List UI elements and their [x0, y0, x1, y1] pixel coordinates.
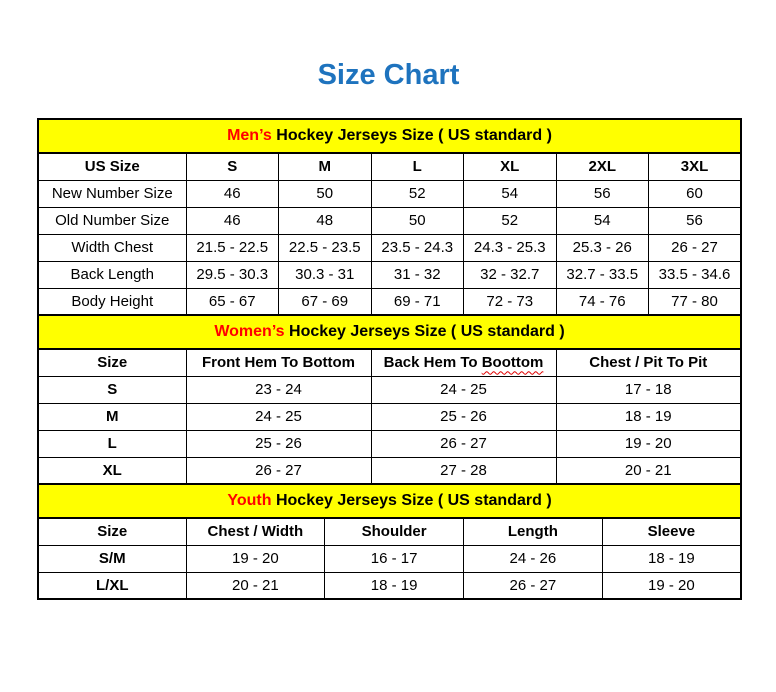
- size-cell: 56: [556, 180, 649, 207]
- womens-section-header: Women’s Hockey Jerseys Size ( US standard ): [38, 315, 741, 349]
- row-label: Body Height: [38, 288, 186, 315]
- row-label: Back Length: [38, 261, 186, 288]
- size-cell: 25 - 26: [186, 430, 371, 457]
- table-row: [38, 545, 741, 572]
- size-cell: 46: [186, 207, 279, 234]
- size-cell: 27 - 28: [371, 457, 556, 484]
- row-label: L/XL: [38, 572, 186, 599]
- column-header: Sleeve: [602, 518, 741, 545]
- size-cell: 60: [649, 180, 742, 207]
- size-cell: 67 - 69: [279, 288, 372, 315]
- size-cell: 50: [279, 180, 372, 207]
- row-label: XL: [38, 457, 186, 484]
- size-cell: 74 - 76: [556, 288, 649, 315]
- size-cell: 31 - 32: [371, 261, 464, 288]
- page-title: Size Chart: [317, 59, 460, 91]
- column-header-row: [38, 518, 741, 545]
- size-cell: 30.3 - 31: [279, 261, 372, 288]
- size-cell: 26 - 27: [186, 457, 371, 484]
- size-cell: 18 - 19: [556, 403, 741, 430]
- size-cell: 48: [279, 207, 372, 234]
- size-cell: 16 - 17: [325, 545, 464, 572]
- size-cell: 32.7 - 33.5: [556, 261, 649, 288]
- table-row: [38, 430, 741, 457]
- size-cell: 46: [186, 180, 279, 207]
- size-cell: 19 - 20: [556, 430, 741, 457]
- row-label: Width Chest: [38, 234, 186, 261]
- size-cell: 26 - 27: [464, 572, 603, 599]
- size-cell: 26 - 27: [649, 234, 742, 261]
- size-cell: 22.5 - 23.5: [279, 234, 372, 261]
- size-cell: 54: [556, 207, 649, 234]
- section-band-row: [38, 484, 741, 518]
- column-header-row: [38, 349, 741, 376]
- column-header: 3XL: [649, 153, 742, 180]
- size-cell: 24 - 26: [464, 545, 603, 572]
- mens-section-header: Men’s Hockey Jerseys Size ( US standard ): [38, 119, 741, 153]
- misspelled-word: Boottom: [481, 354, 544, 372]
- row-label: M: [38, 403, 186, 430]
- column-header: Front Hem To Bottom: [186, 349, 371, 376]
- size-cell: 25.3 - 26: [556, 234, 649, 261]
- size-cell: 54: [464, 180, 557, 207]
- table-row: [38, 572, 741, 599]
- size-cell: 19 - 20: [602, 572, 741, 599]
- size-cell: 72 - 73: [464, 288, 557, 315]
- size-cell: 18 - 19: [602, 545, 741, 572]
- size-cell: 24.3 - 25.3: [464, 234, 557, 261]
- size-cell: 18 - 19: [325, 572, 464, 599]
- column-header: Shoulder: [325, 518, 464, 545]
- table-row: [38, 403, 741, 430]
- row-label: Old Number Size: [38, 207, 186, 234]
- table-row: [38, 234, 741, 261]
- column-header: Size: [38, 518, 186, 545]
- section-band-row: [38, 119, 741, 153]
- size-cell: 26 - 27: [371, 430, 556, 457]
- size-cell: 24 - 25: [371, 376, 556, 403]
- column-header-row: [38, 153, 741, 180]
- table-row: [38, 207, 741, 234]
- size-cell: 17 - 18: [556, 376, 741, 403]
- size-cell: 29.5 - 30.3: [186, 261, 279, 288]
- row-label: S: [38, 376, 186, 403]
- column-header: L: [371, 153, 464, 180]
- size-cell: 24 - 25: [186, 403, 371, 430]
- table-row: [38, 261, 741, 288]
- size-cell: 23 - 24: [186, 376, 371, 403]
- size-cell: 19 - 20: [186, 545, 325, 572]
- size-cell: 21.5 - 22.5: [186, 234, 279, 261]
- column-header: Chest / Pit To Pit: [556, 349, 741, 376]
- size-cell: 20 - 21: [186, 572, 325, 599]
- row-label: S/M: [38, 545, 186, 572]
- table-row: [38, 288, 741, 315]
- size-cell: 52: [464, 207, 557, 234]
- column-header: S: [186, 153, 279, 180]
- size-cell: 69 - 71: [371, 288, 464, 315]
- row-label: L: [38, 430, 186, 457]
- column-header: XL: [464, 153, 557, 180]
- table-row: [38, 376, 741, 403]
- size-cell: 65 - 67: [186, 288, 279, 315]
- column-header: Size: [38, 349, 186, 376]
- size-cell: 32 - 32.7: [464, 261, 557, 288]
- column-header: US Size: [38, 153, 186, 180]
- column-header: 2XL: [556, 153, 649, 180]
- size-cell: 52: [371, 180, 464, 207]
- row-label: New Number Size: [38, 180, 186, 207]
- youth-size-table: [37, 483, 742, 600]
- mens-size-table: [37, 118, 742, 316]
- size-cell: 23.5 - 24.3: [371, 234, 464, 261]
- column-header: Back Hem To Boottom: [371, 349, 556, 376]
- size-tables: [37, 118, 740, 600]
- size-cell: 25 - 26: [371, 403, 556, 430]
- size-cell: 20 - 21: [556, 457, 741, 484]
- column-header: Length: [464, 518, 603, 545]
- section-header-highlight: Youth: [227, 492, 272, 509]
- size-cell: 56: [649, 207, 742, 234]
- section-header-highlight: Women’s: [214, 323, 285, 340]
- size-cell: 77 - 80: [649, 288, 742, 315]
- size-cell: 33.5 - 34.6: [649, 261, 742, 288]
- column-header: Chest / Width: [186, 518, 325, 545]
- table-row: [38, 457, 741, 484]
- section-header-highlight: Men’s: [227, 127, 272, 144]
- size-cell: 50: [371, 207, 464, 234]
- youth-section-header: Youth Hockey Jerseys Size ( US standard ): [38, 484, 741, 518]
- column-header: M: [279, 153, 372, 180]
- table-row: [38, 180, 741, 207]
- section-band-row: [38, 315, 741, 349]
- womens-size-table: [37, 314, 742, 485]
